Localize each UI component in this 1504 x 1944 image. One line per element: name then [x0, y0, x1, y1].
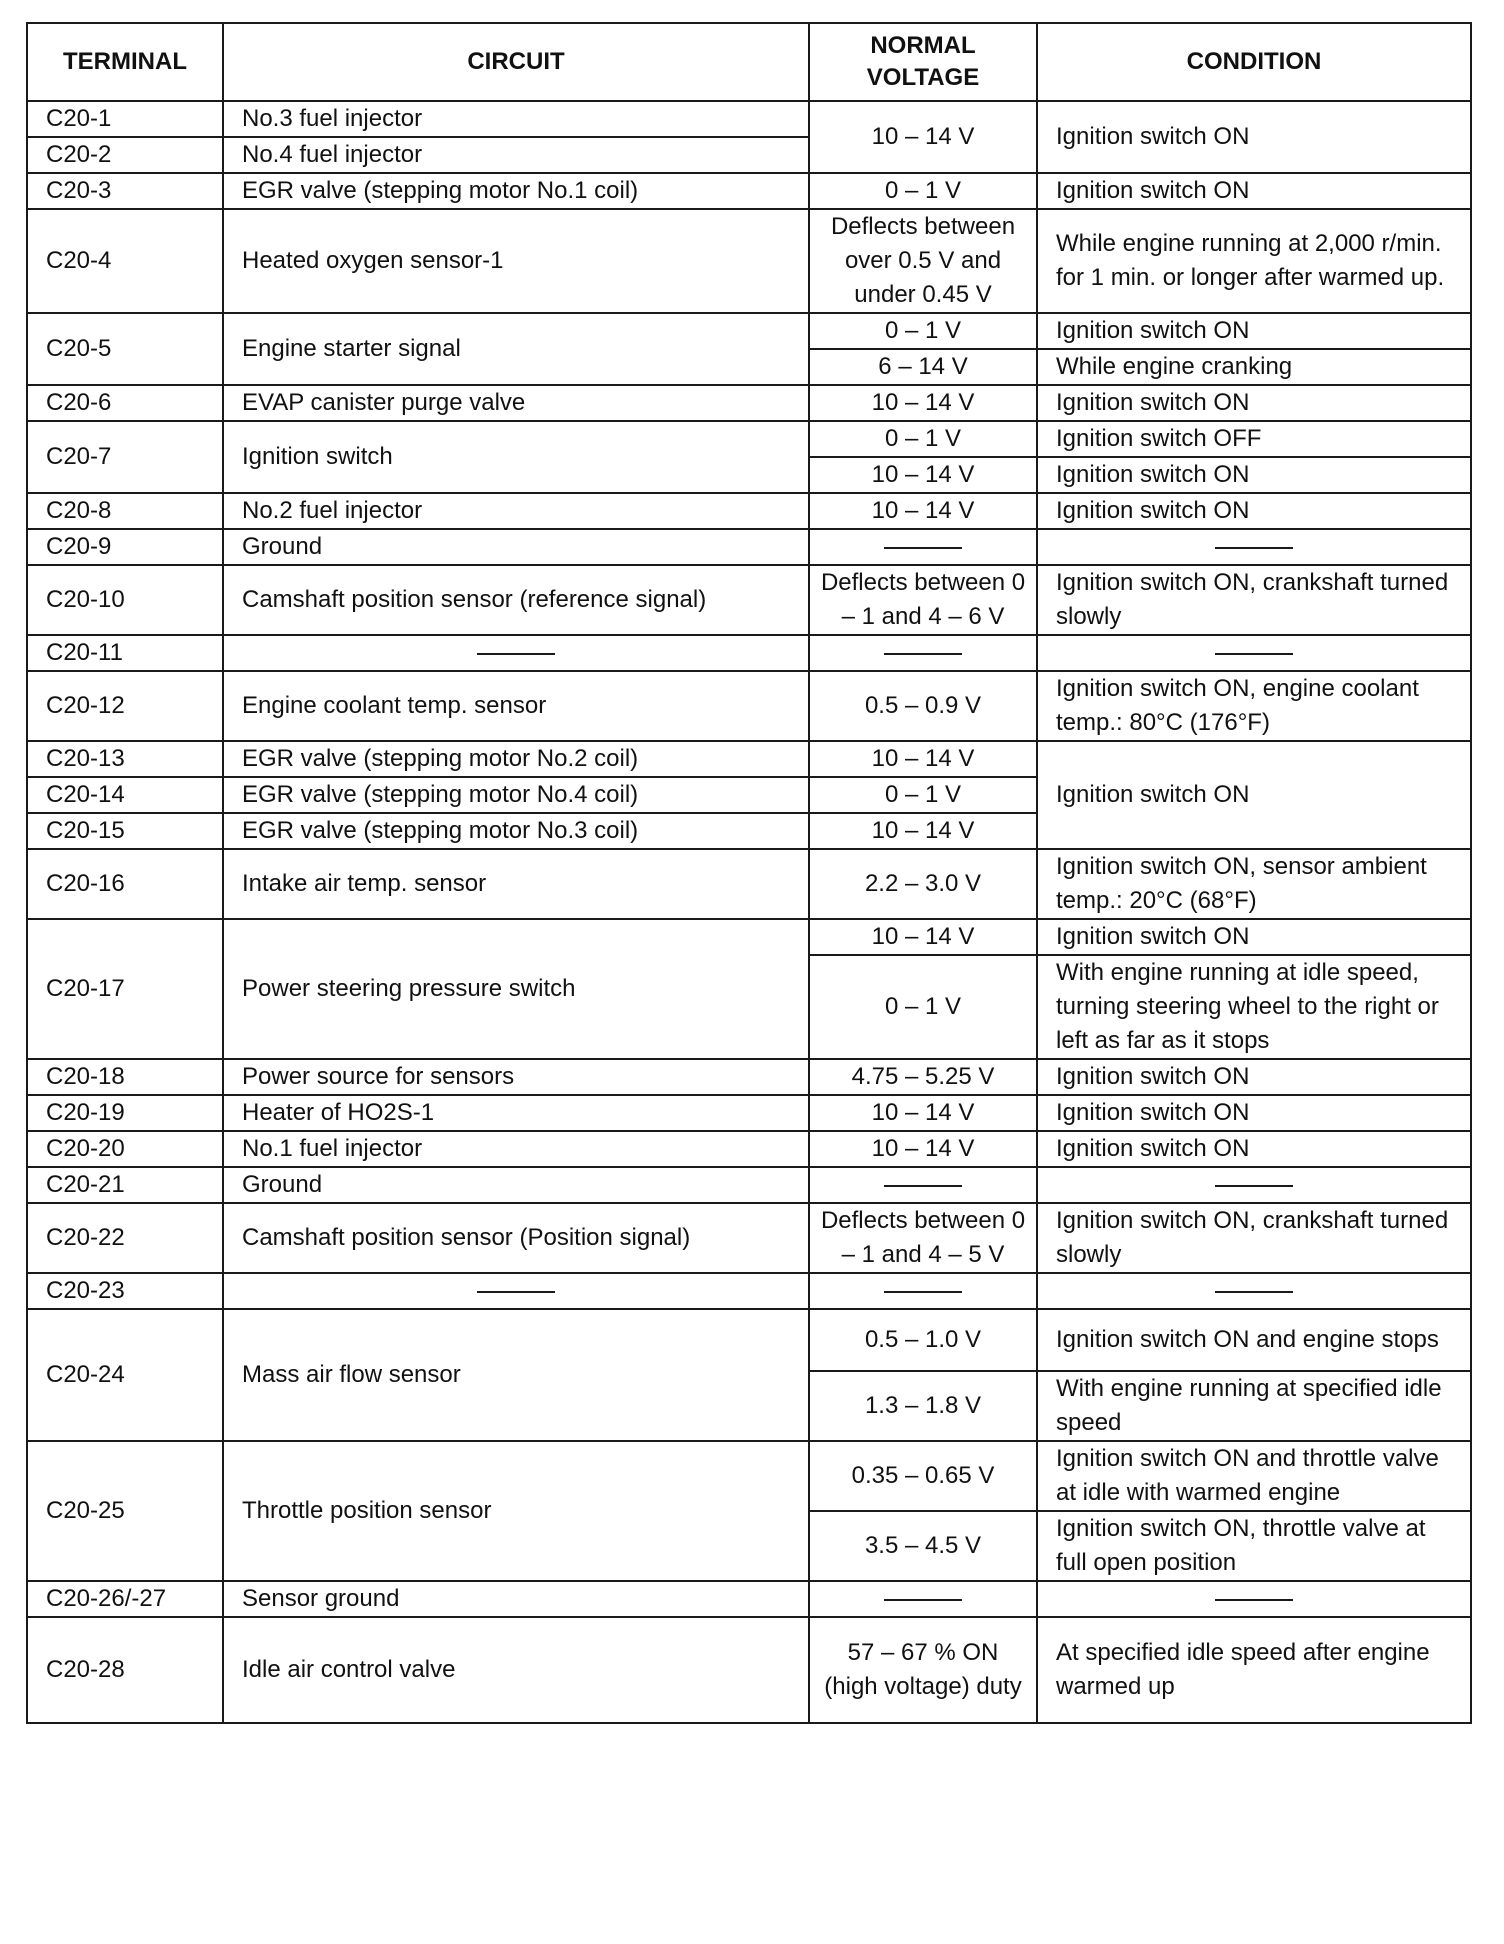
dash-mark [1215, 1291, 1293, 1293]
circuit-cell: EGR valve (stepping motor No.1 coil) [223, 173, 809, 209]
terminal-cell: C20-21 [27, 1167, 223, 1203]
table-row [27, 1581, 1471, 1617]
header-circuit: CIRCUIT [223, 23, 809, 101]
condition-cell: While engine cranking [1037, 349, 1471, 385]
condition-cell: Ignition switch ON and engine stops [1037, 1309, 1471, 1371]
terminal-cell: C20-6 [27, 385, 223, 421]
voltage-cell: 10 – 14 V [809, 919, 1037, 955]
header-condition: CONDITION [1037, 23, 1471, 101]
table-row [27, 493, 1471, 529]
dash-mark [477, 653, 555, 655]
terminal-voltage-table-container [26, 22, 1470, 1724]
dash-mark [1215, 1185, 1293, 1187]
terminal-cell: C20-4 [27, 209, 223, 313]
condition-cell: With engine running at specified idle speed [1037, 1371, 1471, 1441]
condition-cell: Ignition switch ON [1037, 919, 1471, 955]
terminal-cell: C20-5 [27, 313, 223, 385]
voltage-cell: 10 – 14 V [809, 741, 1037, 777]
condition-cell: Ignition switch ON [1037, 457, 1471, 493]
voltage-cell: Deflects between 0 – 1 and 4 – 6 V [809, 565, 1037, 635]
circuit-cell: Throttle position sensor [223, 1441, 809, 1581]
terminal-cell: C20-1 [27, 101, 223, 137]
circuit-cell: Camshaft position sensor (Position signal) [223, 1203, 809, 1273]
table-row [27, 1131, 1471, 1167]
condition-cell-empty [1037, 1167, 1471, 1203]
voltage-cell: 0 – 1 V [809, 313, 1037, 349]
circuit-cell: Ground [223, 1167, 809, 1203]
condition-cell: Ignition switch ON [1037, 101, 1471, 173]
terminal-cell: C20-25 [27, 1441, 223, 1581]
circuit-cell: Mass air flow sensor [223, 1309, 809, 1441]
condition-cell: Ignition switch ON, throttle valve at full open position [1037, 1511, 1471, 1581]
voltage-cell: 10 – 14 V [809, 493, 1037, 529]
voltage-cell: 10 – 14 V [809, 1131, 1037, 1167]
terminal-cell: C20-22 [27, 1203, 223, 1273]
dash-mark [1215, 547, 1293, 549]
voltage-cell-empty [809, 1273, 1037, 1309]
condition-cell: Ignition switch ON, engine coolant temp.: 80°C (176°F) [1037, 671, 1471, 741]
voltage-cell: 10 – 14 V [809, 813, 1037, 849]
circuit-cell: Power source for sensors [223, 1059, 809, 1095]
condition-cell: Ignition switch ON [1037, 741, 1471, 849]
dash-mark [884, 653, 962, 655]
circuit-cell: Engine starter signal [223, 313, 809, 385]
voltage-cell: 0.5 – 0.9 V [809, 671, 1037, 741]
table-row [27, 101, 1471, 137]
condition-cell-empty [1037, 1273, 1471, 1309]
table-row [27, 1441, 1471, 1511]
dash-mark [477, 1291, 555, 1293]
voltage-cell: 0 – 1 V [809, 421, 1037, 457]
terminal-cell: C20-19 [27, 1095, 223, 1131]
table-row [27, 313, 1471, 349]
voltage-cell-empty [809, 635, 1037, 671]
condition-cell: Ignition switch ON [1037, 1095, 1471, 1131]
condition-cell: Ignition switch ON, sensor ambient temp.: 20°C (68°F) [1037, 849, 1471, 919]
dash-mark [1215, 653, 1293, 655]
circuit-cell: Heated oxygen sensor-1 [223, 209, 809, 313]
header-terminal: TERMINAL [27, 23, 223, 101]
table-row [27, 1617, 1471, 1723]
table-row [27, 529, 1471, 565]
voltage-cell: 2.2 – 3.0 V [809, 849, 1037, 919]
terminal-voltage-table [26, 22, 1472, 1724]
table-row [27, 741, 1471, 777]
terminal-cell: C20-28 [27, 1617, 223, 1723]
dash-mark [884, 547, 962, 549]
terminal-cell: C20-8 [27, 493, 223, 529]
terminal-cell: C20-20 [27, 1131, 223, 1167]
condition-cell: Ignition switch ON [1037, 493, 1471, 529]
terminal-cell: C20-24 [27, 1309, 223, 1441]
circuit-cell: EGR valve (stepping motor No.2 coil) [223, 741, 809, 777]
terminal-cell: C20-16 [27, 849, 223, 919]
circuit-cell: No.2 fuel injector [223, 493, 809, 529]
circuit-cell: Ignition switch [223, 421, 809, 493]
condition-cell: Ignition switch ON [1037, 1059, 1471, 1095]
circuit-cell: Camshaft position sensor (reference signal) [223, 565, 809, 635]
circuit-cell: Sensor ground [223, 1581, 809, 1617]
circuit-cell: No.1 fuel injector [223, 1131, 809, 1167]
dash-mark [884, 1599, 962, 1601]
circuit-cell: Intake air temp. sensor [223, 849, 809, 919]
condition-cell: Ignition switch ON [1037, 173, 1471, 209]
terminal-cell: C20-18 [27, 1059, 223, 1095]
table-row [27, 919, 1471, 955]
terminal-cell: C20-2 [27, 137, 223, 173]
dash-mark [884, 1185, 962, 1187]
condition-cell-empty [1037, 529, 1471, 565]
terminal-cell: C20-11 [27, 635, 223, 671]
voltage-cell: 10 – 14 V [809, 1095, 1037, 1131]
voltage-cell: 0 – 1 V [809, 173, 1037, 209]
voltage-cell-empty [809, 529, 1037, 565]
table-row [27, 1309, 1471, 1371]
circuit-cell-empty [223, 1273, 809, 1309]
condition-cell-empty [1037, 635, 1471, 671]
table-row [27, 1059, 1471, 1095]
circuit-cell: Power steering pressure switch [223, 919, 809, 1059]
circuit-cell: No.3 fuel injector [223, 101, 809, 137]
voltage-cell: 4.75 – 5.25 V [809, 1059, 1037, 1095]
voltage-cell-empty [809, 1581, 1037, 1617]
condition-cell: Ignition switch ON and throttle valve at idle with warmed engine [1037, 1441, 1471, 1511]
voltage-cell: Deflects between over 0.5 V and under 0.45 V [809, 209, 1037, 313]
condition-cell: Ignition switch OFF [1037, 421, 1471, 457]
terminal-cell: C20-12 [27, 671, 223, 741]
condition-cell: Ignition switch ON, crankshaft turned slowly [1037, 565, 1471, 635]
condition-cell: With engine running at idle speed, turning steering wheel to the right or left as far as it stops [1037, 955, 1471, 1059]
table-row [27, 565, 1471, 635]
dash-mark [1215, 1599, 1293, 1601]
voltage-cell: 10 – 14 V [809, 101, 1037, 173]
voltage-cell: 0.5 – 1.0 V [809, 1309, 1037, 1371]
header-voltage-line1: NORMAL [870, 32, 976, 59]
voltage-cell: 0 – 1 V [809, 955, 1037, 1059]
circuit-cell: Idle air control valve [223, 1617, 809, 1723]
condition-cell: While engine running at 2,000 r/min. for 1 min. or longer after warmed up. [1037, 209, 1471, 313]
voltage-cell: Deflects between 0 – 1 and 4 – 5 V [809, 1203, 1037, 1273]
voltage-cell: 10 – 14 V [809, 457, 1037, 493]
header-row [27, 23, 1471, 101]
table-row [27, 173, 1471, 209]
table-row [27, 1273, 1471, 1309]
circuit-cell: EVAP canister purge valve [223, 385, 809, 421]
terminal-cell: C20-15 [27, 813, 223, 849]
circuit-cell: Heater of HO2S-1 [223, 1095, 809, 1131]
terminal-cell: C20-3 [27, 173, 223, 209]
table-row [27, 1203, 1471, 1273]
header-voltage-line2: VOLTAGE [866, 64, 980, 91]
table-row [27, 849, 1471, 919]
terminal-cell: C20-26/-27 [27, 1581, 223, 1617]
voltage-cell: 1.3 – 1.8 V [809, 1371, 1037, 1441]
table-row [27, 209, 1471, 313]
table-row [27, 671, 1471, 741]
table-row [27, 635, 1471, 671]
header-normal-voltage [809, 23, 1037, 101]
condition-cell: Ignition switch ON [1037, 1131, 1471, 1167]
circuit-cell: Ground [223, 529, 809, 565]
voltage-cell-empty [809, 1167, 1037, 1203]
table-row [27, 1167, 1471, 1203]
terminal-cell: C20-17 [27, 919, 223, 1059]
terminal-cell: C20-9 [27, 529, 223, 565]
voltage-cell: 0 – 1 V [809, 777, 1037, 813]
circuit-cell: Engine coolant temp. sensor [223, 671, 809, 741]
terminal-cell: C20-14 [27, 777, 223, 813]
voltage-cell: 10 – 14 V [809, 385, 1037, 421]
voltage-cell: 3.5 – 4.5 V [809, 1511, 1037, 1581]
condition-cell: Ignition switch ON [1037, 385, 1471, 421]
terminal-cell: C20-10 [27, 565, 223, 635]
voltage-cell: 6 – 14 V [809, 349, 1037, 385]
circuit-cell: EGR valve (stepping motor No.4 coil) [223, 777, 809, 813]
terminal-cell: C20-13 [27, 741, 223, 777]
voltage-cell: 57 – 67 % ON (high voltage) duty [809, 1617, 1037, 1723]
table-row [27, 1095, 1471, 1131]
condition-cell-empty [1037, 1581, 1471, 1617]
condition-cell: At specified idle speed after engine warmed up [1037, 1617, 1471, 1723]
table-row [27, 385, 1471, 421]
voltage-cell: 0.35 – 0.65 V [809, 1441, 1037, 1511]
condition-cell: Ignition switch ON, crankshaft turned slowly [1037, 1203, 1471, 1273]
circuit-cell: No.4 fuel injector [223, 137, 809, 173]
dash-mark [884, 1291, 962, 1293]
terminal-cell: C20-23 [27, 1273, 223, 1309]
table-row [27, 421, 1471, 457]
condition-cell: Ignition switch ON [1037, 313, 1471, 349]
circuit-cell: EGR valve (stepping motor No.3 coil) [223, 813, 809, 849]
circuit-cell-empty [223, 635, 809, 671]
terminal-cell: C20-7 [27, 421, 223, 493]
